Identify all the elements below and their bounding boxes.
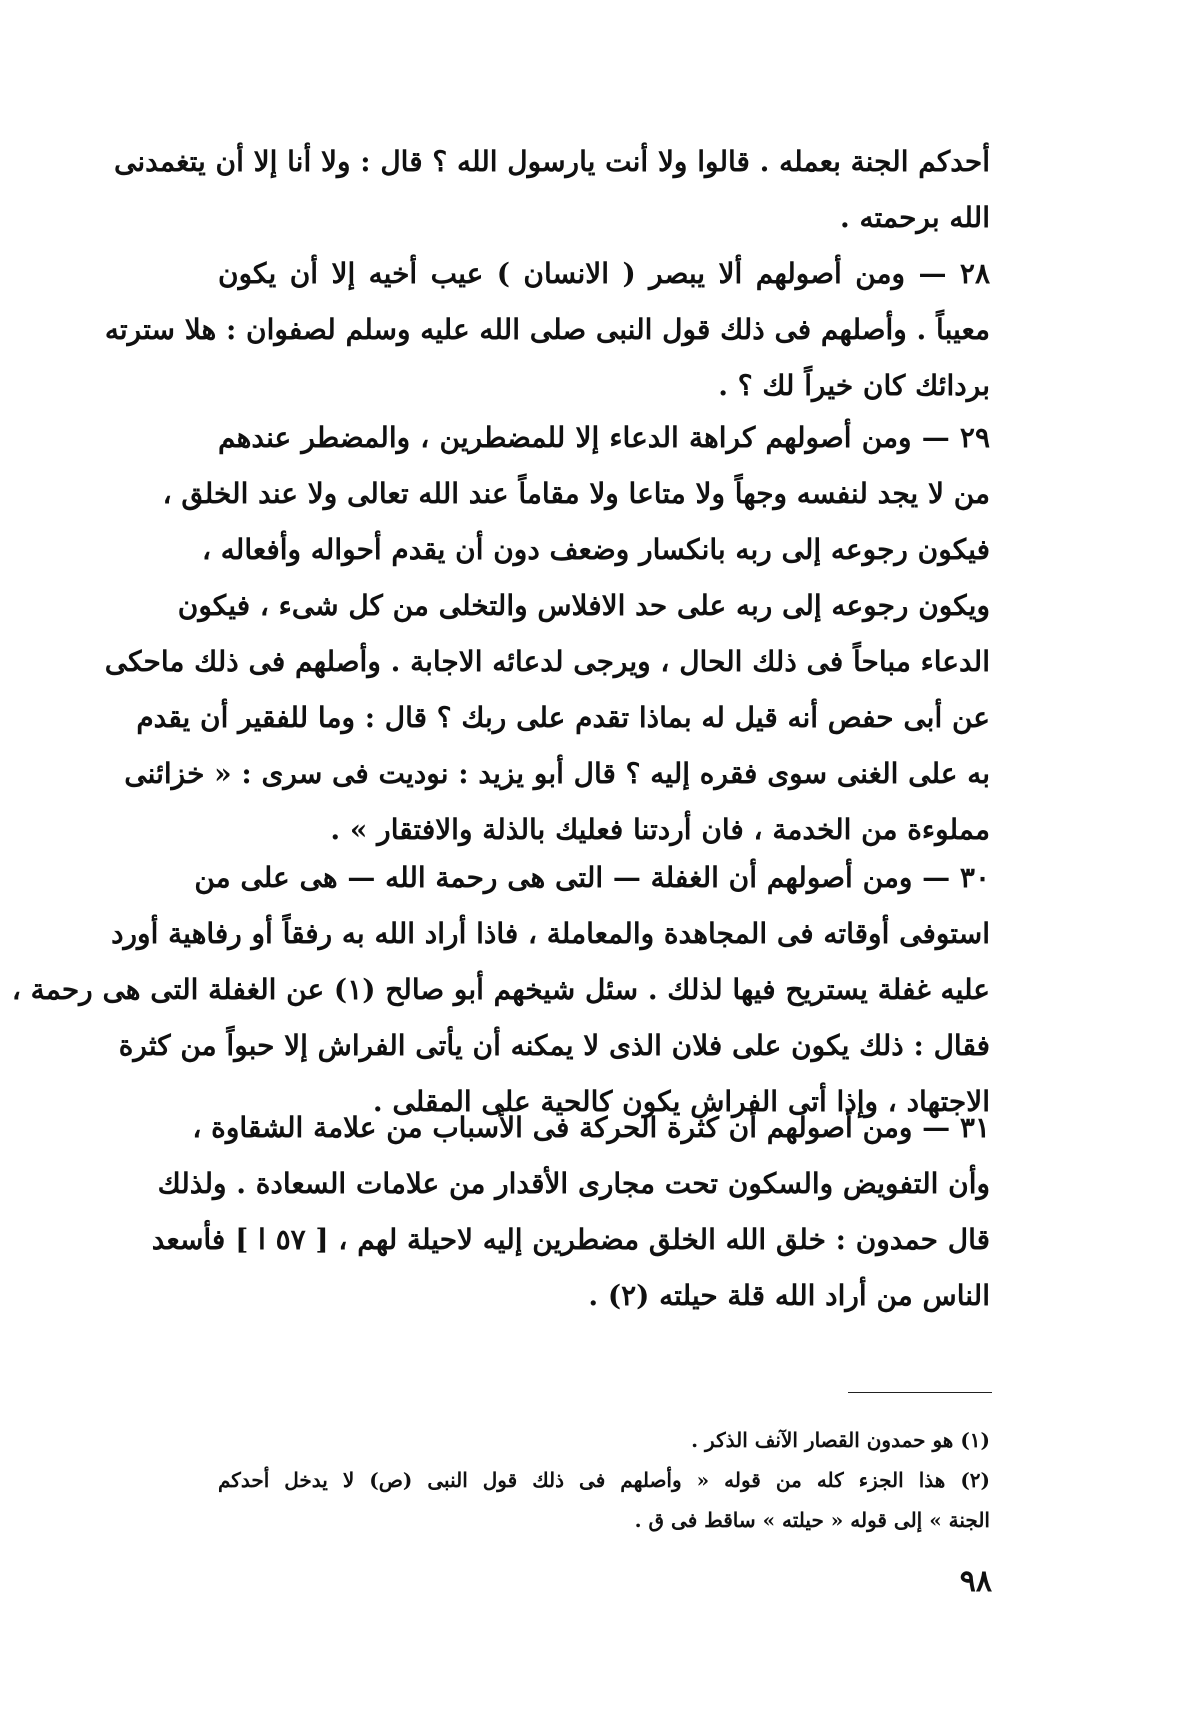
text-line: الدعاء مباحاً فى ذلك الحال ، ويرجى لدعائه الاجابة . وأصلهم فى ذلك ماحكى <box>104 645 990 678</box>
text-line: استوفى أوقاته فى المجاهدة والمعاملة ، فاذا أراد الله به رفقاً أو رفاهية أورد <box>111 917 990 950</box>
paragraph-28 <box>104 246 990 414</box>
text-line: الله برحمته . <box>839 201 990 234</box>
text-line: بردائك كان خيراً لك ؟ . <box>718 369 990 402</box>
text-line: فيكون رجوعه إلى ربه بانكسار وضعف دون أن يقدم أحواله وأفعاله ، <box>201 533 990 566</box>
paragraph-30 <box>11 850 990 1130</box>
text-line: قال حمدون : خلق الله الخلق مضطرين إليه لاحيلة لهم ، [ ٥٧ ا ] فأسعد <box>151 1223 990 1256</box>
page-number: ٩٨ <box>959 1564 992 1599</box>
footnote-divider <box>848 1392 992 1393</box>
text-line: الاجتهاد ، وإذا أتى الفراش يكون كالحية على المقلى . <box>372 1085 990 1118</box>
text-line: من لا يجد لنفسه وجهاً ولا متاعا ولا مقاماً عند الله تعالى ولا عند الخلق ، <box>162 477 990 510</box>
text-line: ٣١ — ومن أصولهم أن كثرة الحركة فى الأسباب من علامة الشقاوة ، <box>192 1111 990 1144</box>
footnote-2-continuation: الجنة » إلى قوله « حيلته » ساقط فى ق . <box>634 1508 990 1532</box>
paragraph-continuation <box>114 134 990 246</box>
text-line: ويكون رجوعه إلى ربه على حد الافلاس والتخلى من كل شىء ، فيكون <box>177 589 990 622</box>
text-line: مملوءة من الخدمة ، فان أردتنا فعليك بالذلة والافتقار » . <box>330 813 990 846</box>
text-line: الناس من أراد الله قلة حيلته (٢) . <box>588 1279 990 1312</box>
footnote-1: (١) هو حمدون القصار الآنف الذكر . <box>691 1428 990 1452</box>
text-line: عليه غفلة يستريح فيها لذلك . سئل شيخهم أبو صالح (١) عن الغفلة التى هى رحمة ، <box>11 973 990 1006</box>
text-line: وأن التفويض والسكون تحت مجارى الأقدار من علامات السعادة . ولذلك <box>157 1167 990 1200</box>
text-line: معيباً . وأصلهم فى ذلك قول النبى صلى الله عليه وسلم لصفوان : هلا سترته <box>104 313 990 346</box>
text-line: فقال : ذلك يكون على فلان الذى لا يمكنه أن يأتى الفراش إلا حبواً من كثرة <box>118 1029 990 1062</box>
text-line: أحدكم الجنة بعمله . قالوا ولا أنت يارسول الله ؟ قال : ولا أنا إلا أن يتغمدنى <box>114 145 990 178</box>
text-line: عن أبى حفص أنه قيل له بماذا تقدم على ربك ؟ قال : وما للفقير أن يقدم <box>136 701 990 734</box>
text-line: به على الغنى سوى فقره إليه ؟ قال أبو يزيد : نوديت فى سرى : « خزائنى <box>124 757 990 790</box>
text-line: ٢٨ — ومن أصولهم ألا يبصر ( الانسان ) عيب أخيه إلا أن يكون <box>218 257 990 290</box>
text-line: ٣٠ — ومن أصولهم أن الغفلة — التى هى رحمة الله — هى على من <box>194 861 990 894</box>
footnote-2: (٢) هذا الجزء كله من قوله « وأصلهم فى ذلك قول النبى (ص) لا يدخل أحدكم <box>218 1468 990 1492</box>
text-line: ٢٩ — ومن أصولهم كراهة الدعاء إلا للمضطرين ، والمضطر عندهم <box>218 421 990 454</box>
footnotes <box>218 1420 990 1540</box>
paragraph-29 <box>104 410 990 858</box>
paragraph-31 <box>151 1100 990 1324</box>
